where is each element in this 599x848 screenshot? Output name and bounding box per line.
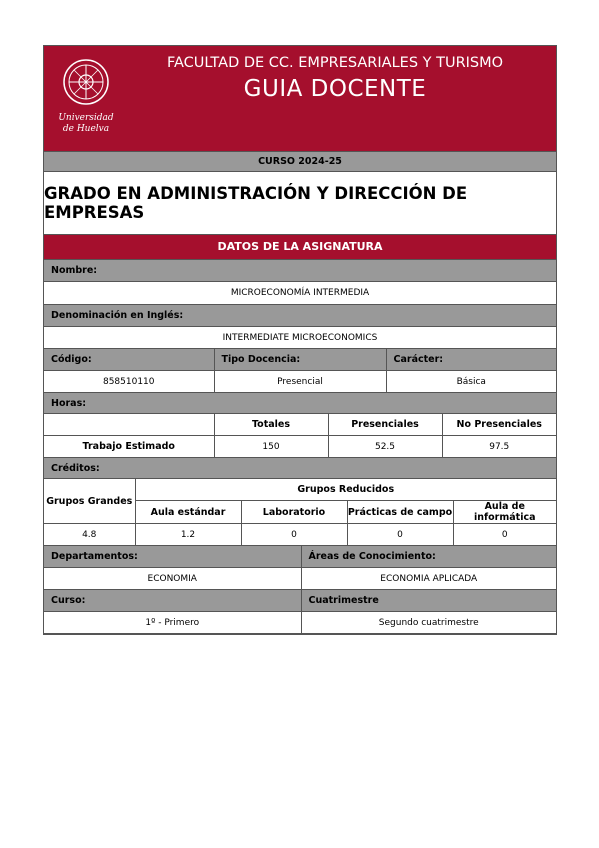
horas-empty-cell bbox=[44, 414, 214, 436]
course-year-bar: CURSO 2024-25 bbox=[44, 151, 556, 171]
university-logo-icon bbox=[58, 54, 114, 144]
nombre-value: MICROECONOMÍA INTERMEDIA bbox=[44, 281, 556, 304]
practicas-campo-value: 0 bbox=[347, 524, 453, 546]
guia-docente-document bbox=[43, 45, 557, 635]
codigo-table bbox=[44, 348, 556, 393]
grupos-grandes-header: Grupos Grandes bbox=[44, 479, 135, 524]
laboratorio-value: 0 bbox=[241, 524, 347, 546]
grupos-reducidos-header: Grupos Reducidos bbox=[135, 479, 556, 501]
cuatrimestre-label: Cuatrimestre bbox=[301, 590, 556, 612]
codigo-value: 858510110 bbox=[44, 371, 214, 393]
horas-table bbox=[44, 413, 556, 458]
no-presenciales-header: No Presenciales bbox=[442, 414, 556, 436]
horas-label: Horas: bbox=[44, 392, 556, 414]
aula-informatica-header: Aula de informática bbox=[453, 501, 556, 524]
departamentos-table bbox=[44, 545, 556, 634]
header-banner bbox=[44, 46, 556, 151]
practicas-campo-header: Prácticas de campo bbox=[347, 501, 453, 524]
subject-data-bar: DATOS DE LA ASIGNATURA bbox=[44, 234, 556, 259]
curso-label: Curso: bbox=[44, 590, 301, 612]
tipo-docencia-value: Presencial bbox=[214, 371, 386, 393]
presenciales-value: 52.5 bbox=[328, 436, 442, 458]
caracter-label: Carácter: bbox=[386, 349, 556, 371]
totales-header: Totales bbox=[214, 414, 328, 436]
trabajo-estimado-label: Trabajo Estimado bbox=[44, 436, 214, 458]
aula-informatica-value: 0 bbox=[453, 524, 556, 546]
aula-estandar-value: 1.2 bbox=[135, 524, 241, 546]
departamentos-label: Departamentos: bbox=[44, 546, 301, 568]
logo-text-line1: Universidad bbox=[58, 113, 114, 123]
caracter-value: Básica bbox=[386, 371, 556, 393]
curso-value: 1º - Primero bbox=[44, 612, 301, 634]
no-presenciales-value: 97.5 bbox=[442, 436, 556, 458]
creditos-table bbox=[44, 478, 556, 546]
areas-label: Áreas de Conocimiento: bbox=[301, 546, 556, 568]
presenciales-header: Presenciales bbox=[328, 414, 442, 436]
departamentos-value: ECONOMIA bbox=[44, 568, 301, 590]
header-text bbox=[114, 54, 556, 102]
totales-value: 150 bbox=[214, 436, 328, 458]
ingles-value: INTERMEDIATE MICROECONOMICS bbox=[44, 326, 556, 349]
codigo-label: Código: bbox=[44, 349, 214, 371]
cuatrimestre-value: Segundo cuatrimestre bbox=[301, 612, 556, 634]
ingles-label: Denominación en Inglés: bbox=[44, 304, 556, 326]
logo-text-line2: de Huelva bbox=[62, 124, 110, 134]
tipo-docencia-label: Tipo Docencia: bbox=[214, 349, 386, 371]
faculty-name: FACULTAD DE CC. EMPRESARIALES Y TURISMO bbox=[166, 55, 504, 71]
grupos-grandes-value: 4.8 bbox=[44, 524, 135, 546]
aula-estandar-header: Aula estándar bbox=[135, 501, 241, 524]
degree-title: GRADO EN ADMINISTRACIÓN Y DIRECCIÓN DE EMPRESAS bbox=[44, 171, 556, 234]
laboratorio-header: Laboratorio bbox=[241, 501, 347, 524]
nombre-label: Nombre: bbox=[44, 259, 556, 281]
creditos-label: Créditos: bbox=[44, 457, 556, 479]
areas-value: ECONOMIA APLICADA bbox=[301, 568, 556, 590]
document-title: GUIA DOCENTE bbox=[243, 76, 427, 102]
